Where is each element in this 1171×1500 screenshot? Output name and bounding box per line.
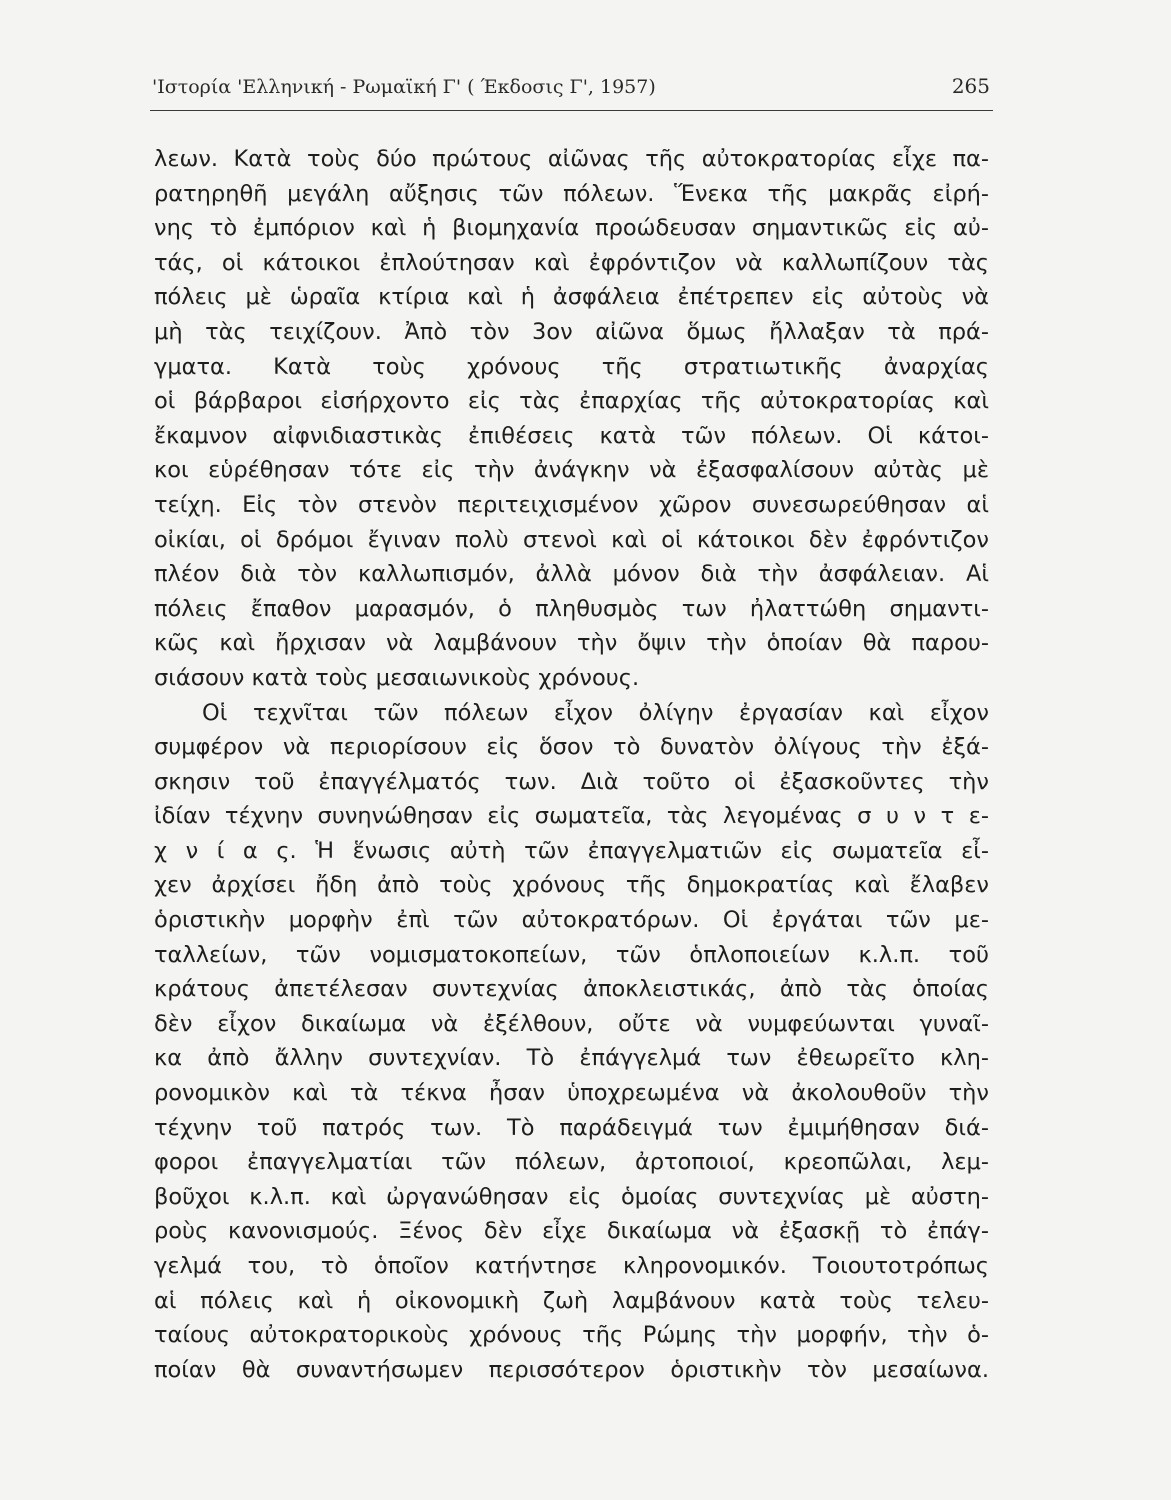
- text-line: κοι εὑρέθησαν τότε εἰς τὴν ἀνάγκην νὰ ἐξασφαλίσουν αὐτὰς μὲ: [154, 457, 989, 484]
- text-line: τείχη. Εἰς τὸν στενὸν περιτειχισμένον χῶρον συνεσωρεύθησαν αἱ: [154, 491, 989, 518]
- text-line: κῶς καὶ ἤρχισαν νὰ λαμβάνουν τὴν ὄψιν τὴν ὁποίαν θὰ παρου-: [154, 630, 989, 657]
- text-line: γματα. Κατὰ τοὺς χρόνους τῆς στρατιωτικῆς ἀναρχίας: [154, 353, 989, 380]
- text-line: πόλεις ἔπαθον μαρασμόν, ὁ πληθυσμὸς των ἠλαττώθη σημαντι-: [154, 595, 989, 622]
- text-line: ταίους αὐτοκρατορικοὺς χρόνους τῆς Ρώμης τὴν μορφήν, τὴν ὁ-: [154, 1322, 989, 1349]
- paragraph-1: [154, 142, 989, 696]
- text-line: σκησιν τοῦ ἐπαγγέλματός των. Διὰ τοῦτο οἱ ἐξασκοῦντες τὴν: [154, 768, 989, 795]
- text-line: δὲν εἶχον δικαίωμα νὰ ἐξέλθουν, οὔτε νὰ νυμφεύωνται γυναῖ-: [154, 1010, 989, 1037]
- text-line: ροὺς κανονισμούς. Ξένος δὲν εἶχε δικαίωμα νὰ ἐξασκῇ τὸ ἐπάγ-: [154, 1218, 989, 1245]
- text-line: ρονομικὸν καὶ τὰ τέκνα ἦσαν ὑποχρεωμένα νὰ ἀκολουθοῦν τὴν: [154, 1080, 989, 1107]
- text-line: αἱ πόλεις καὶ ἡ οἰκονομικὴ ζωὴ λαμβάνουν κατὰ τοὺς τελευ-: [154, 1287, 989, 1314]
- text-line: κράτους ἀπετέλεσαν συντεχνίας ἀποκλειστικάς, ἀπὸ τὰς ὁποίας: [154, 976, 989, 1003]
- text-line: ρατηρηθῆ μεγάλη αὔξησις τῶν πόλεων. Ἕνεκα τῆς μακρᾶς εἰρή-: [154, 180, 989, 207]
- page-header: [152, 70, 992, 106]
- text-line: κα ἀπὸ ἄλλην συντεχνίαν. Τὸ ἐπάγγελμά των ἐθεωρεῖτο κλη-: [154, 1045, 989, 1072]
- header-rule: [150, 110, 993, 111]
- text-line: σιάσουν κατὰ τοὺς μεσαιωνικοὺς χρόνους.: [154, 664, 640, 691]
- page-number: 265: [951, 74, 990, 98]
- text-line: πλέον διὰ τὸν καλλωπισμόν, ἀλλὰ μόνον διὰ τὴν ἀσφάλειαν. Αἱ: [154, 561, 989, 588]
- text-line: νης τὸ ἐμπόριον καὶ ἡ βιομηχανία προώδευσαν σημαντικῶς εἰς αὐ-: [154, 215, 989, 242]
- text-line: ταλλείων, τῶν νομισματοκοπείων, τῶν ὁπλοποιείων κ.λ.π. τοῦ: [154, 941, 989, 968]
- text-line: λεων. Κατὰ τοὺς δύο πρώτους αἰῶνας τῆς αὐτοκρατορίας εἶχε πα-: [154, 146, 989, 172]
- text-line: ἰδίαν τέχνην συνηνώθησαν εἰς σωματεῖα, τὰς λεγομένας σ υ ν τ ε-: [154, 803, 989, 830]
- text-line: οἱ βάρβαροι εἰσήρχοντο εἰς τὰς ἐπαρχίας τῆς αὐτοκρατορίας καὶ: [154, 388, 989, 415]
- text-line: ποίαν θὰ συναντήσωμεν περισσότερον ὁριστικὴν τὸν μεσαίωνα.: [154, 1356, 989, 1383]
- text-line: οἰκίαι, οἱ δρόμοι ἔγιναν πολὺ στενοὶ καὶ οἱ κάτοικοι δὲν ἐφρόντιζον: [154, 526, 989, 553]
- text-line: συμφέρον νὰ περιορίσουν εἰς ὅσον τὸ δυνατὸν ὀλίγους τὴν ἐξά-: [154, 734, 989, 761]
- text-line: χ ν ί α ς. Ἡ ἕνωσις αὐτὴ τῶν ἐπαγγελματιῶν εἰς σωματεῖα εἶ-: [154, 837, 989, 864]
- text-line: φοροι ἐπαγγελματίαι τῶν πόλεων, ἀρτοποιοί, κρεοπῶλαι, λεμ-: [154, 1149, 989, 1176]
- text-line: ὁριστικὴν μορφὴν ἐπὶ τῶν αὐτοκρατόρων. Οἱ ἐργάται τῶν με-: [154, 907, 989, 934]
- text-line: τάς, οἱ κάτοικοι ἐπλούτησαν καὶ ἐφρόντιζον νὰ καλλωπίζουν τὰς: [154, 249, 989, 276]
- text-line: πόλεις μὲ ὡραῖα κτίρια καὶ ἡ ἀσφάλεια ἐπέτρεπεν εἰς αὐτοὺς νὰ: [154, 284, 989, 311]
- paragraph-2: [154, 696, 989, 1388]
- text-line: τέχνην τοῦ πατρός των. Τὸ παράδειγμά των ἐμιμήθησαν διά-: [154, 1114, 989, 1141]
- text-line: μὴ τὰς τειχίζουν. Ἀπὸ τὸν 3ον αἰῶνα ὅμως ἤλλαξαν τὰ πρά-: [154, 318, 989, 345]
- text-line: γελμά του, τὸ ὁποῖον κατήντησε κληρονομικόν. Τοιουτοτρόπως: [154, 1253, 989, 1279]
- running-title: 'Ιστορία 'Ελληνική - Ρωμαϊκή Γ' ( Έκδοσις Γ', 1957): [152, 76, 656, 98]
- text-line: χεν ἀρχίσει ἤδη ἀπὸ τοὺς χρόνους τῆς δημοκρατίας καὶ ἔλαβεν: [154, 872, 989, 899]
- text-line: ἔκαμνον αἰφνιδιαστικὰς ἐπιθέσεις κατὰ τῶν πόλεων. Οἱ κάτοι-: [154, 422, 989, 449]
- body-text: [154, 142, 989, 1387]
- text-line: Οἱ τεχνῖται τῶν πόλεων εἶχον ὀλίγην ἐργασίαν καὶ εἶχον: [202, 699, 989, 726]
- text-line: βοῦχοι κ.λ.π. καὶ ὠργανώθησαν εἰς ὁμοίας συντεχνίας μὲ αὐστη-: [154, 1183, 989, 1210]
